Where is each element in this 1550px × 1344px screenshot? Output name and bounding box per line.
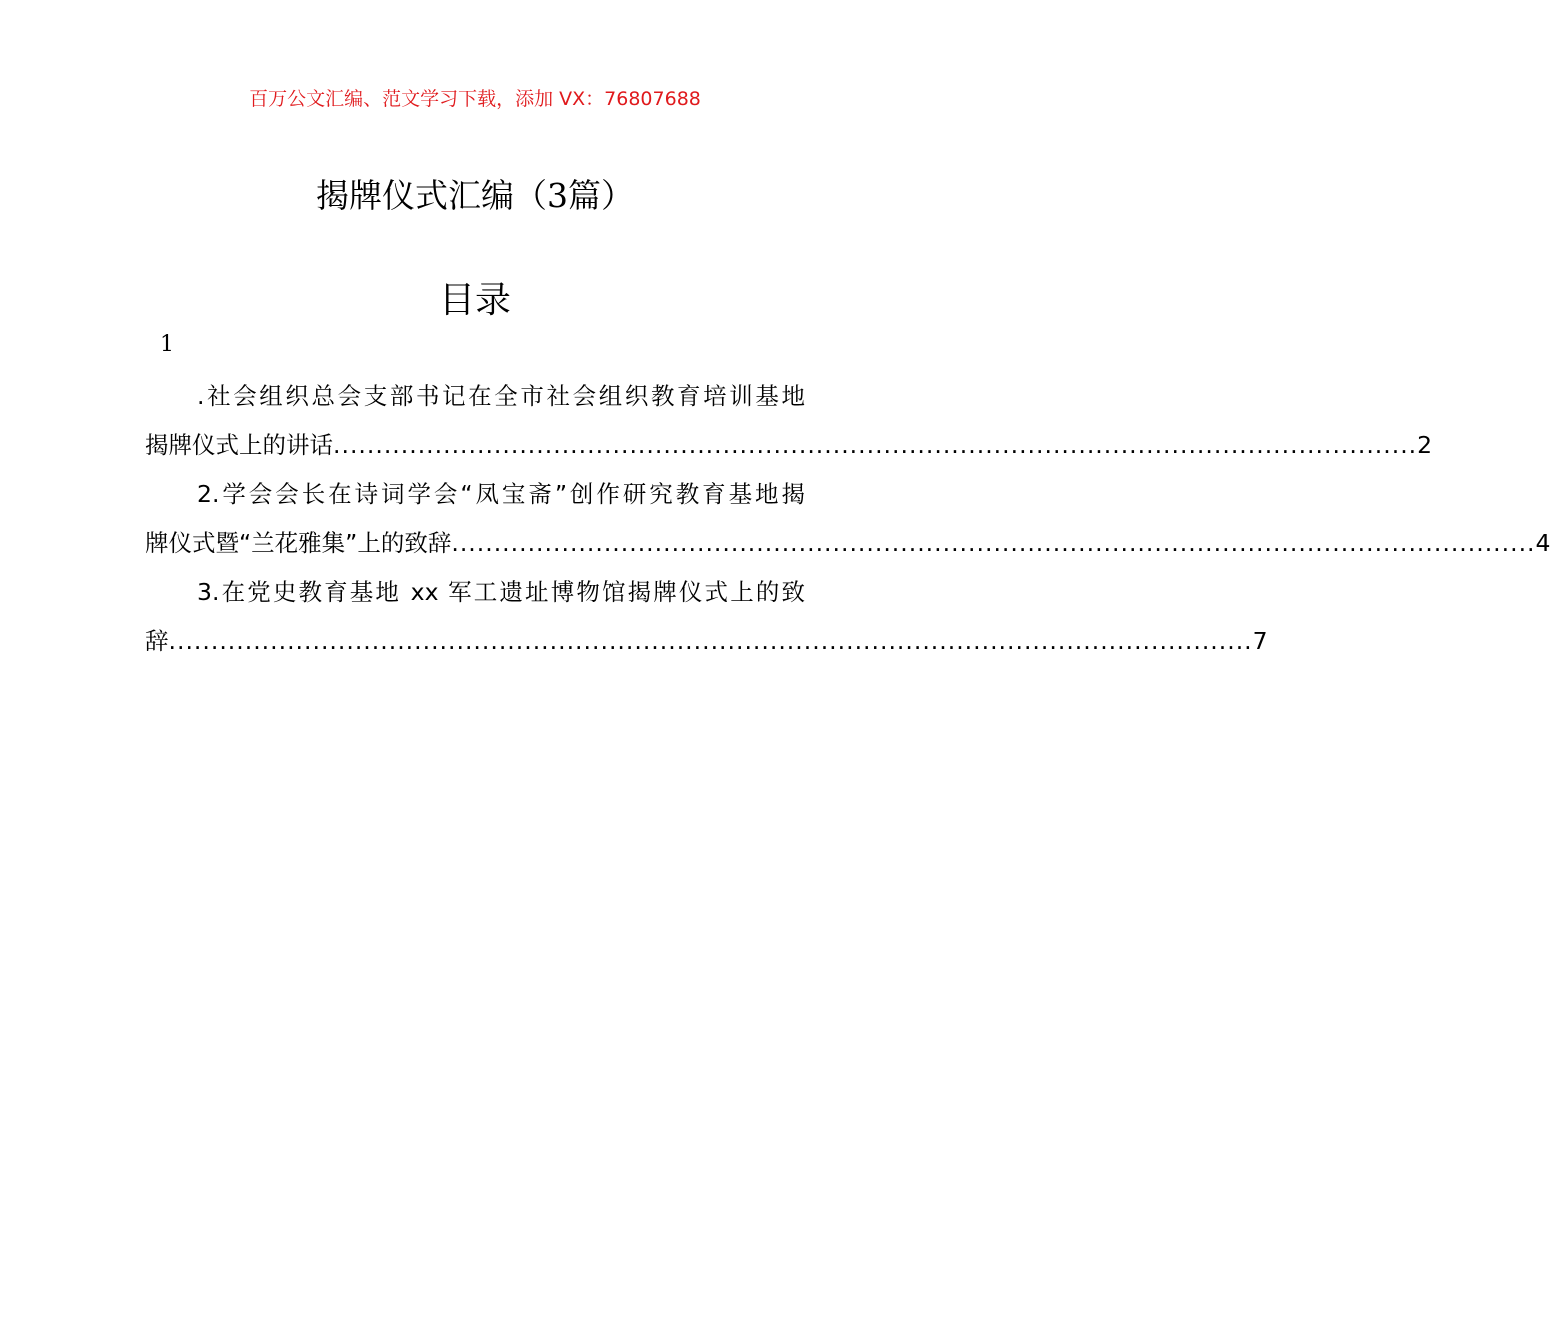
toc-entry-title-line1: 2.学会会长在诗词学会“凤宝斋”创作研究教育基地揭 [197, 480, 805, 508]
document-title-number: 3 [547, 176, 568, 215]
toc-entry-title-line2 [145, 421, 1433, 470]
toc-entry[interactable] [145, 470, 1550, 568]
toc-heading: 目录 [438, 280, 511, 321]
document-title-suffix: 篇） [568, 176, 634, 215]
toc-entry[interactable] [145, 372, 1433, 470]
toc-entry-page-number: 2 [1417, 431, 1433, 459]
table-of-contents [145, 372, 1550, 666]
toc-entry-title-line1: 3.在党史教育基地 xx 军工遗址博物馆揭牌仪式上的致 [197, 578, 805, 606]
toc-entry-title-line2 [145, 617, 1268, 666]
toc-dot-leader: ................................................................................................................................ [451, 529, 1536, 557]
header-note: 百万公文汇编、范文学习下载，添加 VX：76807688 [249, 88, 701, 110]
toc-entry[interactable] [145, 568, 1268, 666]
toc-entry-title-line1: .社会组织总会支部书记在全市社会组织教育培训基地 [197, 382, 805, 410]
toc-entry-title-tail: 揭牌仪式上的讲话 [145, 431, 333, 459]
toc-entry-page-number: 7 [1252, 627, 1268, 655]
toc-entry-title-tail: 牌仪式暨“兰花雅集”上的致辞 [145, 529, 452, 557]
document-title [0, 170, 950, 217]
toc-entry-title-line2 [145, 519, 1550, 568]
toc-dot-leader: ................................................................................................................................ [333, 431, 1418, 459]
toc-entry-title-tail: 辞 [145, 627, 169, 655]
toc-entry-page-number: 4 [1535, 529, 1550, 557]
toc-dot-leader: ................................................................................................................................ [168, 627, 1253, 655]
document-title-prefix: 揭牌仪式汇编（ [316, 176, 547, 215]
stray-page-number: 1 [160, 332, 174, 357]
